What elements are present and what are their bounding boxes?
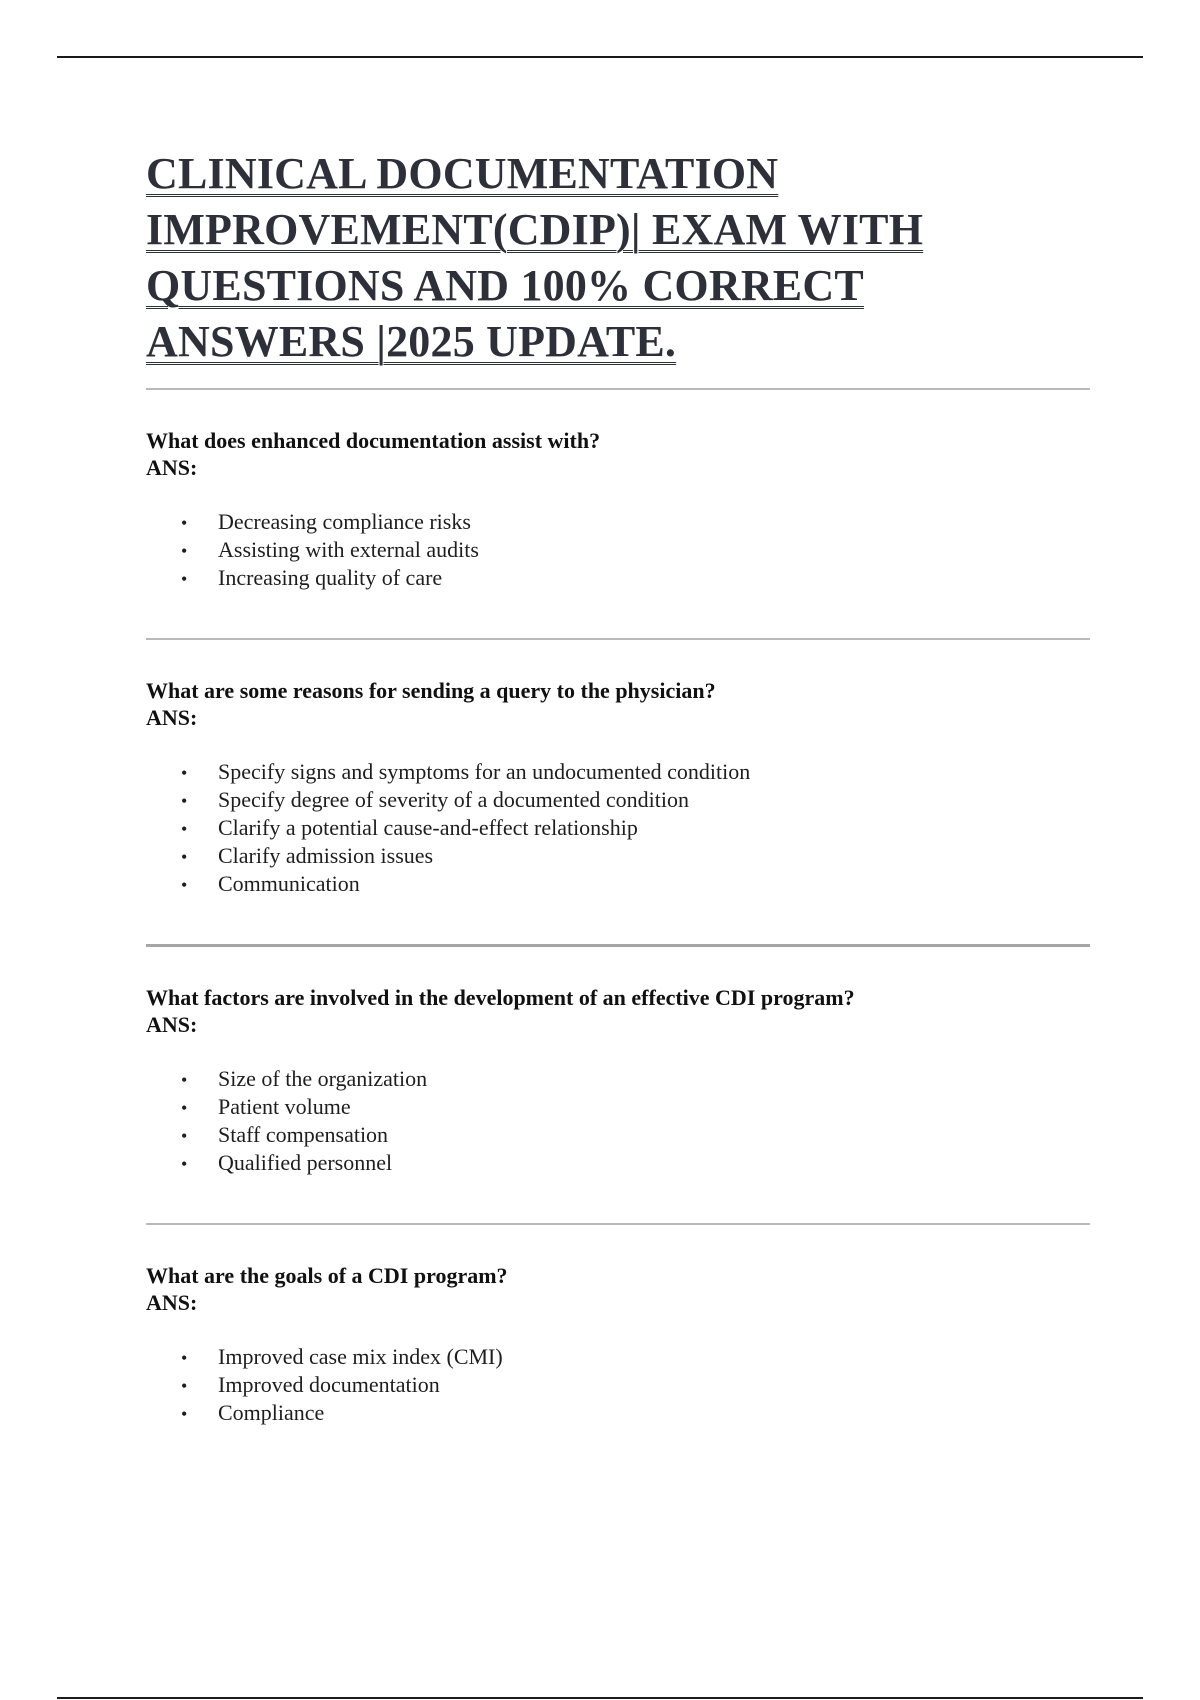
answer-text: Clarify admission issues: [218, 843, 434, 868]
answer-label: ANS:: [146, 705, 198, 730]
answer-item: [146, 1093, 1090, 1121]
bullet-icon: •: [181, 541, 188, 561]
answer-item: [146, 564, 1090, 592]
answer-text: Compliance: [218, 1400, 325, 1425]
answer-text: Size of the organization: [218, 1066, 428, 1091]
page-bottom-rule: [57, 1697, 1143, 1699]
answer-item: [146, 870, 1090, 898]
document-body: [146, 146, 1090, 1427]
answer-label: ANS:: [146, 1012, 198, 1037]
answer-label: ANS:: [146, 455, 198, 480]
answer-item: [146, 1065, 1090, 1093]
answer-label: ANS:: [146, 1290, 198, 1315]
answer-text: Clarify a potential cause-and-effect relationship: [218, 815, 638, 840]
answer-list: [146, 508, 1090, 592]
bullet-icon: •: [181, 819, 188, 839]
qa-block-2: [146, 677, 1090, 898]
answer-item: [146, 536, 1090, 564]
answer-item: [146, 1149, 1090, 1177]
answer-item: [146, 842, 1090, 870]
answer-item: [146, 814, 1090, 842]
bullet-icon: •: [181, 875, 188, 895]
section-divider: [146, 638, 1090, 640]
page-top-rule: [57, 56, 1143, 58]
answer-item: [146, 1399, 1090, 1427]
bullet-icon: •: [181, 791, 188, 811]
answer-text: Qualified personnel: [218, 1150, 393, 1175]
answer-text: Specify degree of severity of a documented condition: [218, 787, 690, 812]
qa-block-4: [146, 1262, 1090, 1427]
bullet-icon: •: [181, 1376, 188, 1396]
bullet-icon: •: [181, 569, 188, 589]
bullet-icon: •: [181, 1154, 188, 1174]
bullet-icon: •: [181, 847, 188, 867]
bullet-icon: •: [181, 763, 188, 783]
bullet-icon: •: [181, 1070, 188, 1090]
answer-text: Improved documentation: [218, 1372, 440, 1397]
answer-item: [146, 508, 1090, 536]
answer-text: Communication: [218, 871, 360, 896]
question-text: What are some reasons for sending a query to the physician?: [146, 678, 716, 703]
answer-text: Specify signs and symptoms for an undocumented condition: [218, 759, 751, 784]
question-text: What factors are involved in the development of an effective CDI program?: [146, 985, 855, 1010]
answer-text: Staff compensation: [218, 1122, 389, 1147]
answer-item: [146, 1343, 1090, 1371]
answer-list: [146, 1343, 1090, 1427]
bullet-icon: •: [181, 1348, 188, 1368]
bullet-icon: •: [181, 1098, 188, 1118]
answer-item: [146, 1371, 1090, 1399]
section-divider: [146, 1223, 1090, 1225]
question-text: What does enhanced documentation assist with?: [146, 428, 601, 453]
qa-block-3: [146, 984, 1090, 1177]
qa-block-1: [146, 427, 1090, 592]
bullet-icon: •: [181, 1404, 188, 1424]
answer-item: [146, 1121, 1090, 1149]
answer-item: [146, 786, 1090, 814]
answer-text: Improved case mix index (CMI): [218, 1344, 503, 1369]
answer-text: Assisting with external audits: [218, 537, 479, 562]
answer-list: [146, 1065, 1090, 1177]
answer-list: [146, 758, 1090, 898]
answer-item: [146, 758, 1090, 786]
question-text: What are the goals of a CDI program?: [146, 1263, 508, 1288]
answer-text: Increasing quality of care: [218, 565, 443, 590]
bullet-icon: •: [181, 513, 188, 533]
answer-text: Patient volume: [218, 1094, 351, 1119]
section-divider: [146, 388, 1090, 390]
document-title: CLINICAL DOCUMENTATION IMPROVEMENT(CDIP)| EXAM WITH QUESTIONS AND 100% CORRECT ANSWERS |2025 UPDATE.: [146, 149, 924, 366]
section-divider: [146, 944, 1090, 947]
bullet-icon: •: [181, 1126, 188, 1146]
answer-text: Decreasing compliance risks: [218, 509, 471, 534]
